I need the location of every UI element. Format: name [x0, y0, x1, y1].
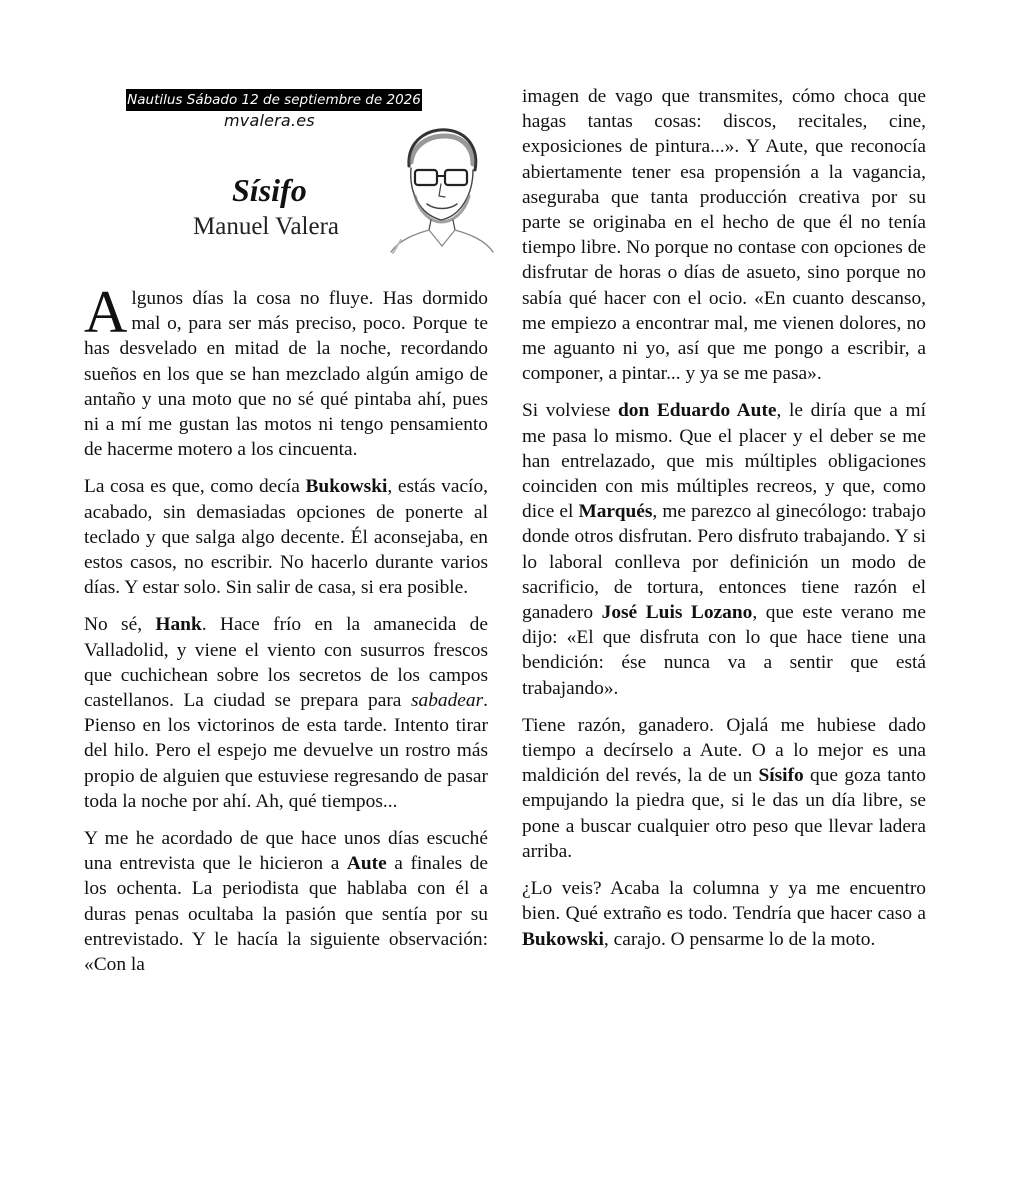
paragraph-text: , le diría que a mí me pasa lo mismo. Que el placer y el deber se me han entrelazado, que mis múltiples obligaciones coinciden con mis múltiples recreos, y que, como dice el [522, 400, 926, 523]
bold-name: don Eduardo Aute [618, 400, 777, 422]
paragraph-text: lgunos días la cosa no fluye. Has dormido mal o, para ser más preciso, poco. Porque te has desvelado en mitad de la noche, recordando sueños en los que se han mezclado algún amigo de antaño y una moto que no sé qué pintaba ahí, pues ni a mí me gustan las motos ni tengo pensamiento de hacerme motero a los cincuenta. [84, 288, 488, 461]
bold-name: Bukowski [522, 928, 604, 950]
publication-banner: Nautilus Sábado 12 de septiembre de 2026 [126, 89, 422, 111]
paragraph-text: Tiene razón, ganadero. Ojalá me hubiese dado tiempo a decírselo a Aute. O a lo mejor es una maldición del revés, la de un [522, 714, 926, 787]
paragraph-5 [522, 398, 926, 700]
paragraph-text: que goza tanto empujando la piedra que, si le das un día libre, se pone a buscar cualquier otro peso que llevar ladera arriba. [522, 765, 926, 862]
bold-name: Sísifo [758, 765, 804, 787]
bold-name: Aute [346, 853, 387, 875]
paragraph-text: . Hace frío en la amanecida de Valladolid, y viene el viento con susurros frescos que cuchichean sobre los secretos de los campos castellanos. La ciudad se prepara para [84, 614, 488, 712]
paragraph-text: , carajo. O pensarme lo de la moto. [603, 928, 876, 950]
paragraph-7 [522, 876, 926, 952]
paragraph-3 [84, 612, 488, 814]
paragraph-text: La cosa es que, como decía [84, 476, 306, 498]
site-url: mvalera.es [224, 111, 315, 130]
paragraph-text: , que este verano me dijo: «El que disfruta con lo que hace tiene una bendición: ése nunca va a sentir que está trabajando». [522, 602, 927, 699]
bold-name: José Luis Lozano [601, 602, 753, 624]
paragraph-4 [84, 826, 488, 977]
paragraph-text: No sé, [84, 614, 156, 636]
paragraph-text: , me parezco al ginecólogo: trabajo donde otros disfrutan. Pero disfruto trabajando. Y si lo laboral conlleva por definición un modo de sacrificio, de tortura, entonces tiene razón el ganadero [522, 501, 926, 624]
paragraph-text: Y me he acordado de que hace unos días escuché una entrevista que le hicieron a [84, 828, 488, 875]
paragraph-2 [84, 474, 488, 600]
author-portrait [387, 122, 497, 254]
italic-word: sabadear [410, 690, 484, 712]
paragraph-text: a finales de los ochenta. La periodista que hablaba con él a duras penas ocultaba la pasión que sentía por su entrevistado. Y le hacía la siguiente observación: «Con la [84, 853, 488, 976]
paragraph-text: , estás vacío, acabado, sin demasiadas opciones de ponerte al teclado y que salga algo decente. Él aconsejaba, en estos casos, no escribir. No hacerlo durante varios días. Y estar solo. Sin salir de casa, si era posible. [84, 476, 488, 599]
paragraph-4-continued [522, 84, 926, 386]
drop-cap: A [84, 279, 128, 345]
author-name: Manuel Valera [193, 213, 340, 240]
paragraph-text: Si volviese [522, 400, 618, 422]
paragraph-6 [522, 713, 926, 864]
paragraph-1 [84, 279, 488, 462]
article-title: Sísifo [232, 172, 307, 208]
paragraph-text: imagen de vago que transmites, cómo choca que hagas tantas cosas: discos, recitales, cine, exposiciones de pintura...». Y Aute, que reconocía abiertamente tener esa propensión a la vagancia, aseguraba que tanta producción creativa por su parte se originaba en el hecho de que él no tenía tiempo libre. No porque no contase con opciones de disfrutar de horas o días de asueto, sino porque no sabía qué hacer con el ocio. «En cuanto descanso, me empiezo a encontrar mal, me vienen dolores, no me aguanto ni yo, así que me pongo a escribir, a componer, a pintar... y ya se me pasa». [522, 86, 926, 385]
bold-name: Marqués [578, 501, 653, 523]
bold-name: Hank [155, 614, 202, 636]
bold-name: Bukowski [305, 476, 388, 498]
column-header [84, 84, 494, 264]
paragraph-text: ¿Lo veis? Acaba la columna y ya me encuentro bien. Qué extraño es todo. Tendría que hacer caso a [522, 878, 926, 925]
paragraph-text: . Pienso en los victorinos de esta tarde. Intento tirar del hilo. Pero el espejo me devuelve un rostro más propio de alguien que estuviese regresando de pasar toda la noche por ahí. Ah, qué tiempos... [84, 690, 488, 812]
article-column-right [522, 84, 926, 964]
article-column-left [84, 279, 488, 989]
